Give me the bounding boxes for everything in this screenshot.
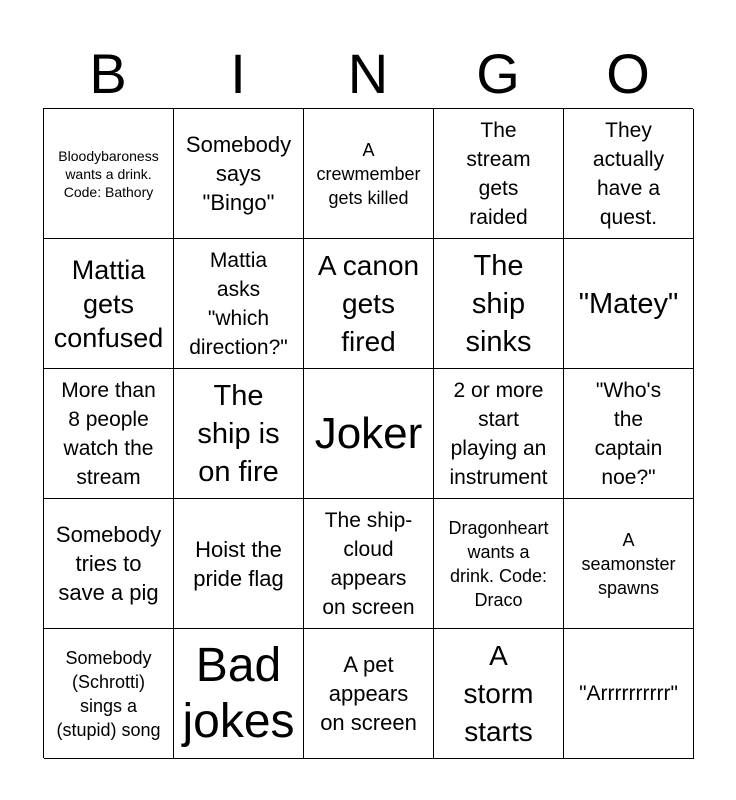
cell-text: More than 8 people watch the stream xyxy=(61,378,156,489)
bingo-cell[interactable] xyxy=(564,239,694,369)
bingo-cell[interactable] xyxy=(174,629,304,759)
cell-text: The ship- cloud appears on screen xyxy=(322,508,415,619)
bingo-cell[interactable] xyxy=(174,499,304,629)
cell-text: Mattia asks "which direction?" xyxy=(189,248,288,359)
cell-text: Joker xyxy=(314,408,423,458)
cell-text: Bloodybaroness wants a drink. Code: Bathory xyxy=(58,147,159,200)
bingo-cell[interactable] xyxy=(564,499,694,629)
cell-text: Hoist the pride flag xyxy=(193,536,284,591)
bingo-cell[interactable] xyxy=(304,499,434,629)
bingo-cell[interactable] xyxy=(174,109,304,239)
cell-text: Somebody tries to save a pig xyxy=(55,522,162,605)
cell-text: The ship sinks xyxy=(465,249,532,358)
cell-text: A storm starts xyxy=(463,639,534,747)
cell-text: A crewmember gets killed xyxy=(316,139,421,208)
cell-text: "Who's the captain noe?" xyxy=(594,378,663,489)
cell-text: "Matey" xyxy=(578,287,679,320)
bingo-cell[interactable] xyxy=(564,369,694,499)
cell-text: A pet appears on screen xyxy=(320,652,417,735)
bingo-cell[interactable] xyxy=(434,369,564,499)
cell-text: The stream gets raided xyxy=(466,118,531,229)
bingo-cell[interactable] xyxy=(434,239,564,369)
cell-text: Mattia gets confused xyxy=(53,254,164,353)
header-letter-n: N xyxy=(347,42,389,105)
bingo-cell[interactable] xyxy=(434,499,564,629)
header-letter-o: O xyxy=(606,42,650,105)
cell-text: A canon gets fired xyxy=(317,249,420,357)
header-letter-g: G xyxy=(476,42,520,105)
bingo-board xyxy=(43,108,693,758)
cell-text: "Arrrrrrrrrr" xyxy=(579,682,678,705)
bingo-cell[interactable] xyxy=(174,369,304,499)
cell-text: Dragonheart wants a drink. Code: Draco xyxy=(448,517,549,610)
bingo-cell[interactable] xyxy=(44,239,174,369)
cell-text: A seamonster spawns xyxy=(581,529,676,598)
cell-text: 2 or more start playing an instrument xyxy=(449,378,548,489)
bingo-cell free-space[interactable] xyxy=(304,369,434,499)
bingo-cell[interactable] xyxy=(44,369,174,499)
bingo-cell[interactable] xyxy=(174,239,304,369)
bingo-cell[interactable] xyxy=(44,109,174,239)
header-letter-b: B xyxy=(89,42,127,105)
cell-text: They actually have a quest. xyxy=(592,118,665,229)
header-letter-i: I xyxy=(230,42,246,105)
bingo-cell[interactable] xyxy=(564,109,694,239)
bingo-cell[interactable] xyxy=(44,499,174,629)
cell-text: Somebody says "Bingo" xyxy=(185,132,292,215)
bingo-cell[interactable] xyxy=(434,629,564,759)
bingo-cell[interactable] xyxy=(564,629,694,759)
bingo-cell[interactable] xyxy=(434,109,564,239)
cell-text: Bad jokes xyxy=(182,638,295,748)
bingo-cell[interactable] xyxy=(304,239,434,369)
bingo-cell[interactable] xyxy=(304,629,434,759)
bingo-header xyxy=(43,40,693,108)
bingo-cell[interactable] xyxy=(44,629,174,759)
cell-text: The ship is on fire xyxy=(197,379,280,488)
bingo-cell[interactable] xyxy=(304,109,434,239)
cell-text: Somebody (Schrotti) sings a (stupid) song xyxy=(56,647,161,740)
